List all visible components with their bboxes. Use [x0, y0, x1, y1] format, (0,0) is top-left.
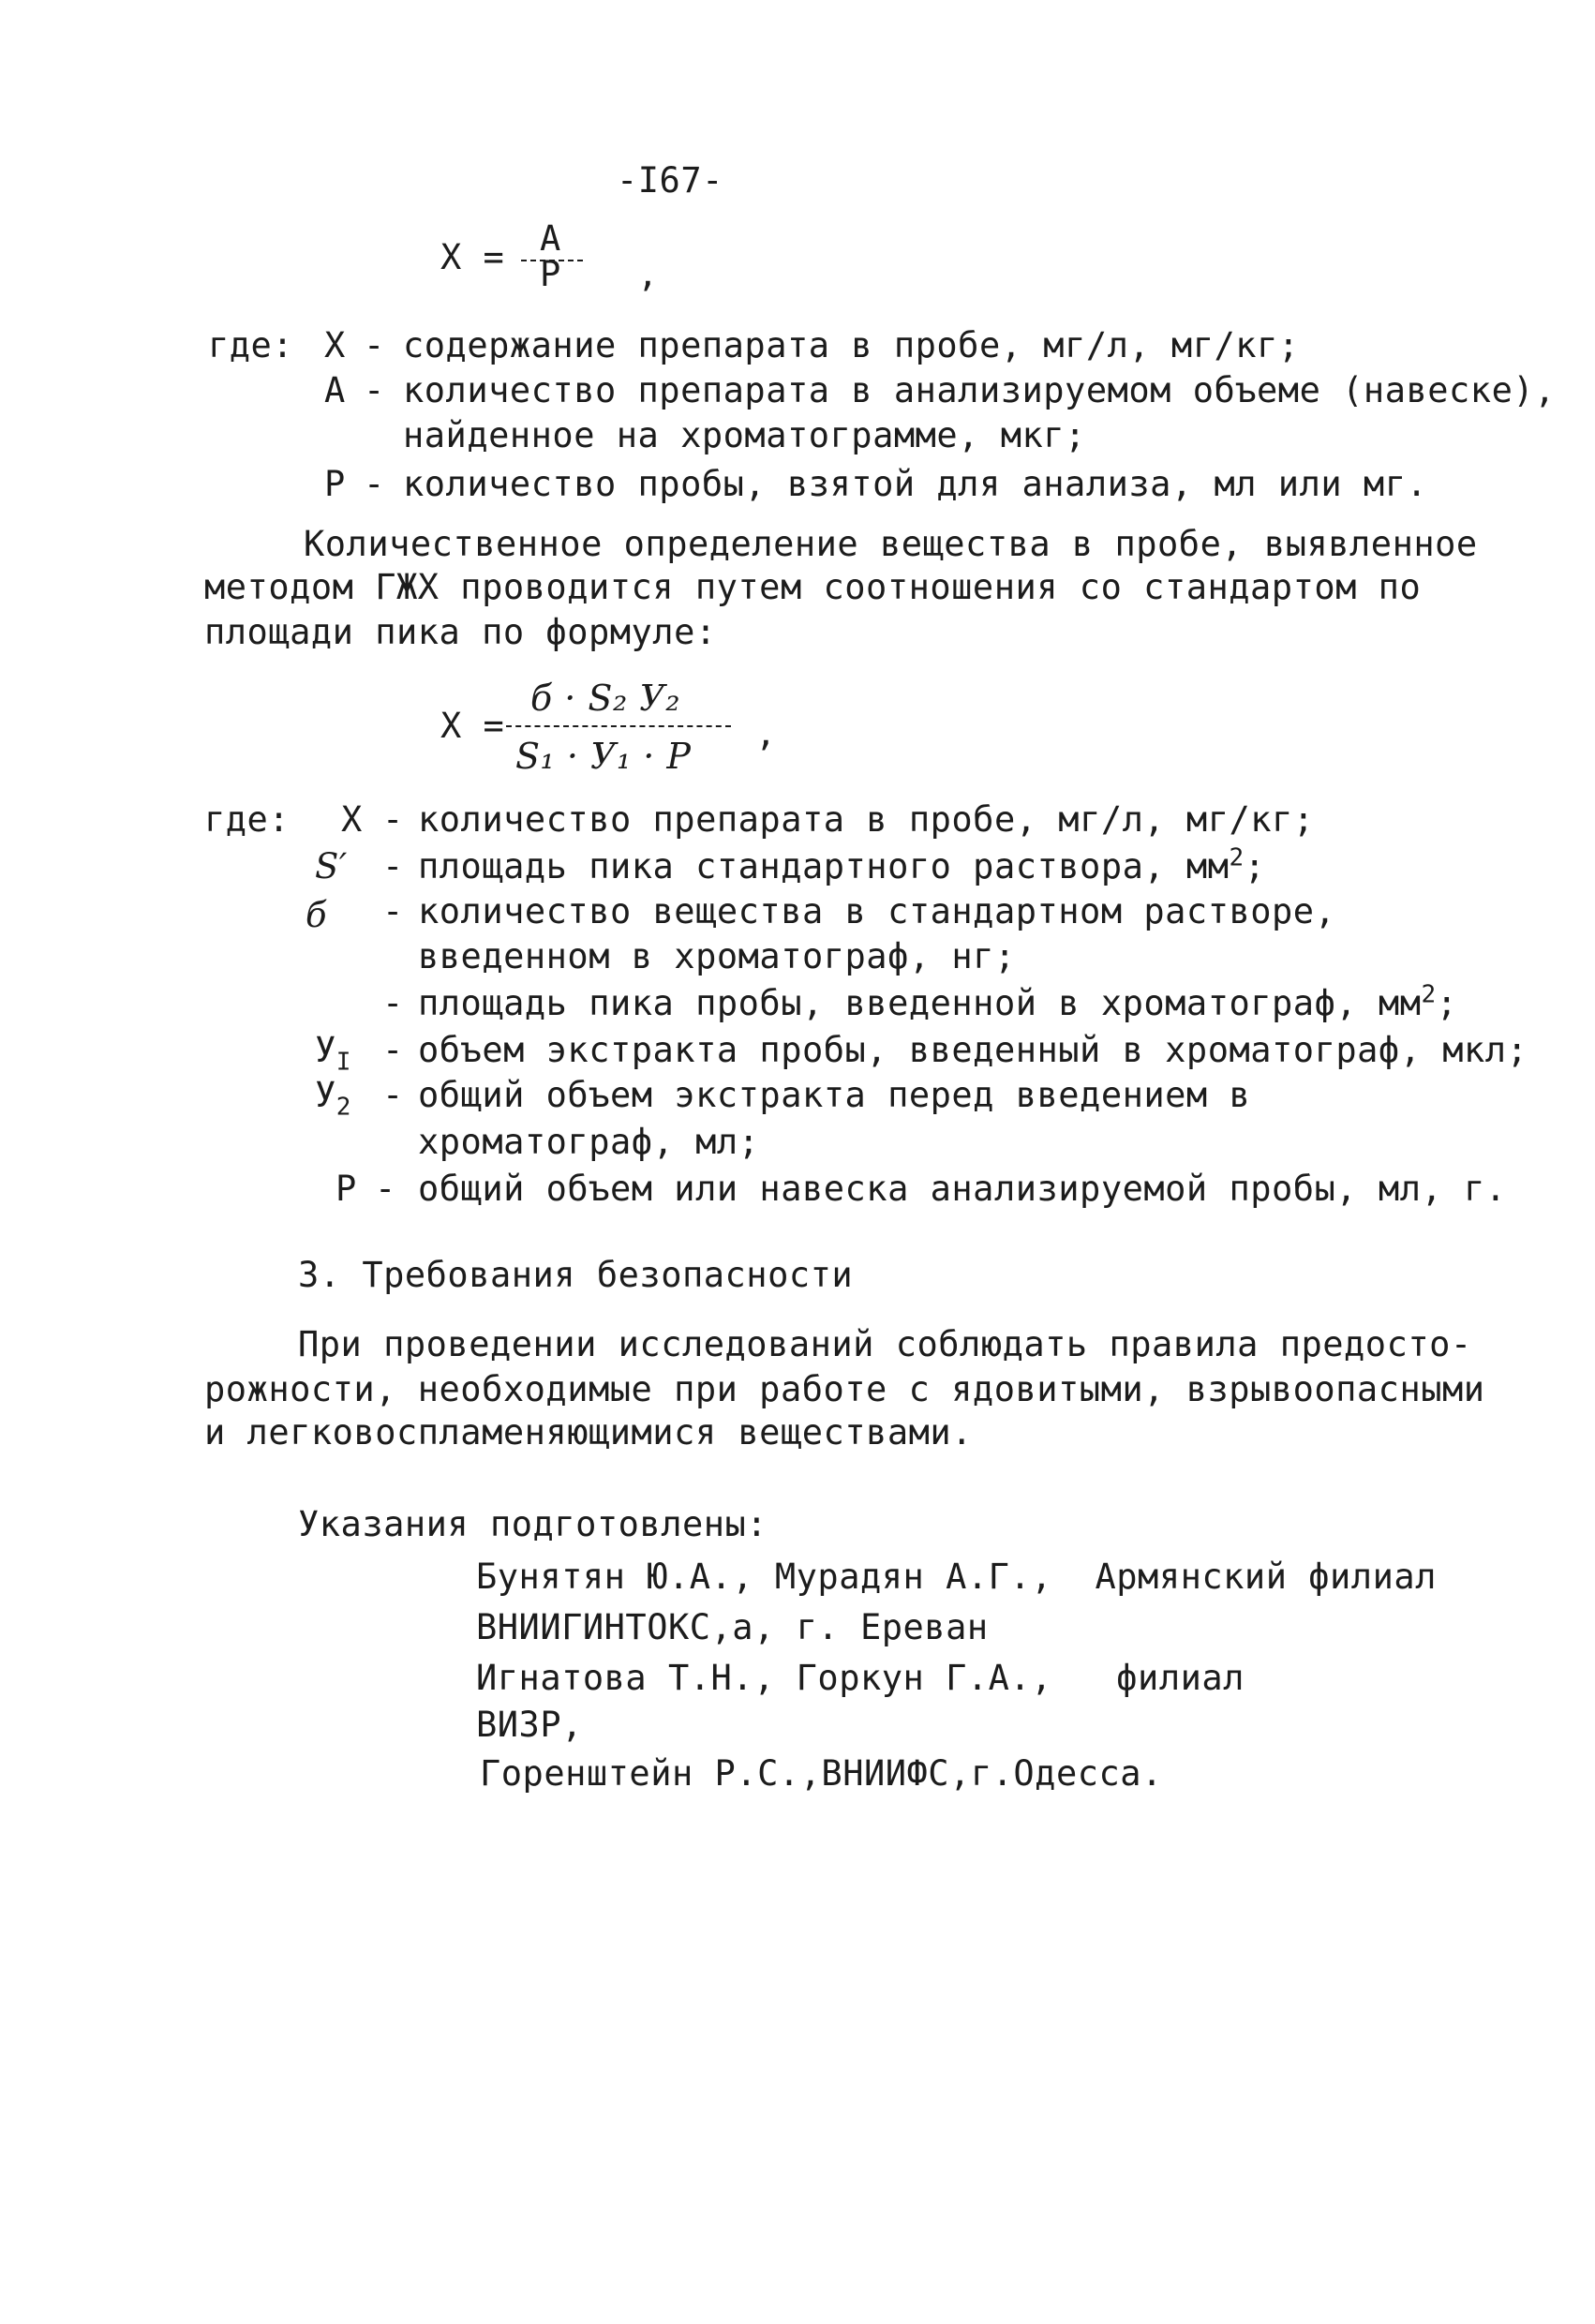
- def2-symbol: [315, 1074, 351, 1122]
- def2-dash: -: [382, 983, 404, 1023]
- def1-dash: -: [364, 464, 385, 504]
- credits-line: Бунятян Ю.А., Мурадян А.Г., Армянский филиал: [476, 1557, 1437, 1597]
- def2-text: общий объем или навеска анализируемой пробы, мл, г.: [418, 1169, 1507, 1209]
- def2-text: объем экстракта пробы, введенный в хроматограф, мкл;: [418, 1030, 1528, 1070]
- def2-symbol-main: У: [315, 1030, 336, 1070]
- section-3-line: и легковоспламеняющимися веществами.: [204, 1412, 973, 1452]
- paragraph-line: площади пика по формуле:: [204, 612, 717, 652]
- def2-symbol-main: У: [315, 1075, 336, 1115]
- def2-symbol: P: [335, 1169, 357, 1209]
- page-number: -I67-: [617, 160, 723, 201]
- def2-superscript: 2: [1421, 980, 1437, 1009]
- formula-1-lhs: X =: [440, 237, 505, 277]
- formula-2-trail: ,: [755, 713, 777, 753]
- def2-dash: -: [382, 846, 404, 886]
- def1-dash: -: [364, 370, 385, 410]
- def1-symbol: X: [324, 325, 346, 365]
- section-3-heading: 3. Требования безопасности: [298, 1255, 854, 1295]
- def2-text-main: площадь пика стандартного раствора, мм: [418, 846, 1230, 886]
- def1-symbol: A: [324, 370, 346, 410]
- def2-text: введенном в хроматограф, нг;: [418, 936, 1016, 976]
- formula-2-lhs: X =: [440, 706, 505, 746]
- formula-2-numerator: б · S₂ У₂: [530, 678, 680, 719]
- def2-text-end: ;: [1436, 983, 1458, 1023]
- def2-text: [418, 845, 1265, 888]
- def2-symbol: S′: [315, 846, 348, 886]
- def1-text: количество пробы, взятой для анализа, мл или мг.: [403, 464, 1428, 504]
- def2-text: количество препарата в пробе, мг/л, мг/кг;: [418, 799, 1315, 840]
- def1-dash: -: [364, 325, 385, 365]
- def2-text: [418, 982, 1457, 1025]
- formula-2-denominator: S₁ · У₁ · P: [515, 736, 692, 777]
- def1-text: количество препарата в анализируемом объеме (навеске),: [403, 370, 1556, 410]
- def2-dash: -: [382, 891, 404, 931]
- credits-line: ВНИИГИНТОКС,а, г. Ереван: [476, 1607, 989, 1647]
- formula-1-numerator: A: [540, 218, 561, 259]
- formula-1-trail: ,: [637, 254, 659, 294]
- def2-dash: -: [382, 1030, 404, 1070]
- credits-line: Игнатова Т.Н., Горкун Г.А., филиал: [476, 1658, 1245, 1698]
- def2-symbol: б: [306, 895, 328, 935]
- credits-line: Горенштейн Р.С.,ВНИИФС,г.Одесса.: [480, 1753, 1163, 1794]
- def1-text: содержание препарата в пробе, мг/л, мг/кг;: [403, 325, 1300, 365]
- section-3-line: При проведении исследований соблюдать правила предосто-: [298, 1324, 1472, 1364]
- def2-dash: -: [375, 1169, 396, 1209]
- def2-superscript: 2: [1229, 843, 1245, 872]
- credits-line: ВИЗР,: [476, 1705, 583, 1745]
- def1-symbol: P: [324, 464, 346, 504]
- definitions-1-intro: где:: [208, 325, 294, 365]
- definitions-2-intro: где:: [204, 799, 291, 840]
- def2-dash: -: [382, 799, 404, 840]
- def2-symbol: [315, 1029, 351, 1077]
- def2-text: хроматограф, мл;: [418, 1122, 760, 1162]
- section-3-line: рожности, необходимые при работе с ядовитыми, взрывоопасными: [204, 1369, 1485, 1409]
- paragraph-line: Количественное определение вещества в пробе, выявленное: [304, 524, 1478, 564]
- credits-heading: Указания подготовлены:: [298, 1504, 768, 1544]
- formula-2-fraction-bar: [506, 725, 731, 727]
- def2-subscript: I: [335, 1048, 351, 1077]
- def2-text-end: ;: [1244, 846, 1266, 886]
- formula-1-denominator: P: [540, 254, 561, 294]
- def1-text: найденное на хроматограмме, мкг;: [403, 415, 1086, 455]
- def2-symbol: X: [341, 799, 363, 840]
- def2-text: общий объем экстракта перед введением в: [418, 1075, 1251, 1115]
- def2-dash: -: [382, 1075, 404, 1115]
- def2-subscript: 2: [335, 1093, 351, 1122]
- def2-text: количество вещества в стандартном растворе,: [418, 891, 1336, 931]
- def2-text-main: площадь пика пробы, введенной в хроматограф, мм: [418, 983, 1422, 1023]
- paragraph-line: методом ГЖХ проводится путем соотношения со стандартом по: [204, 567, 1422, 607]
